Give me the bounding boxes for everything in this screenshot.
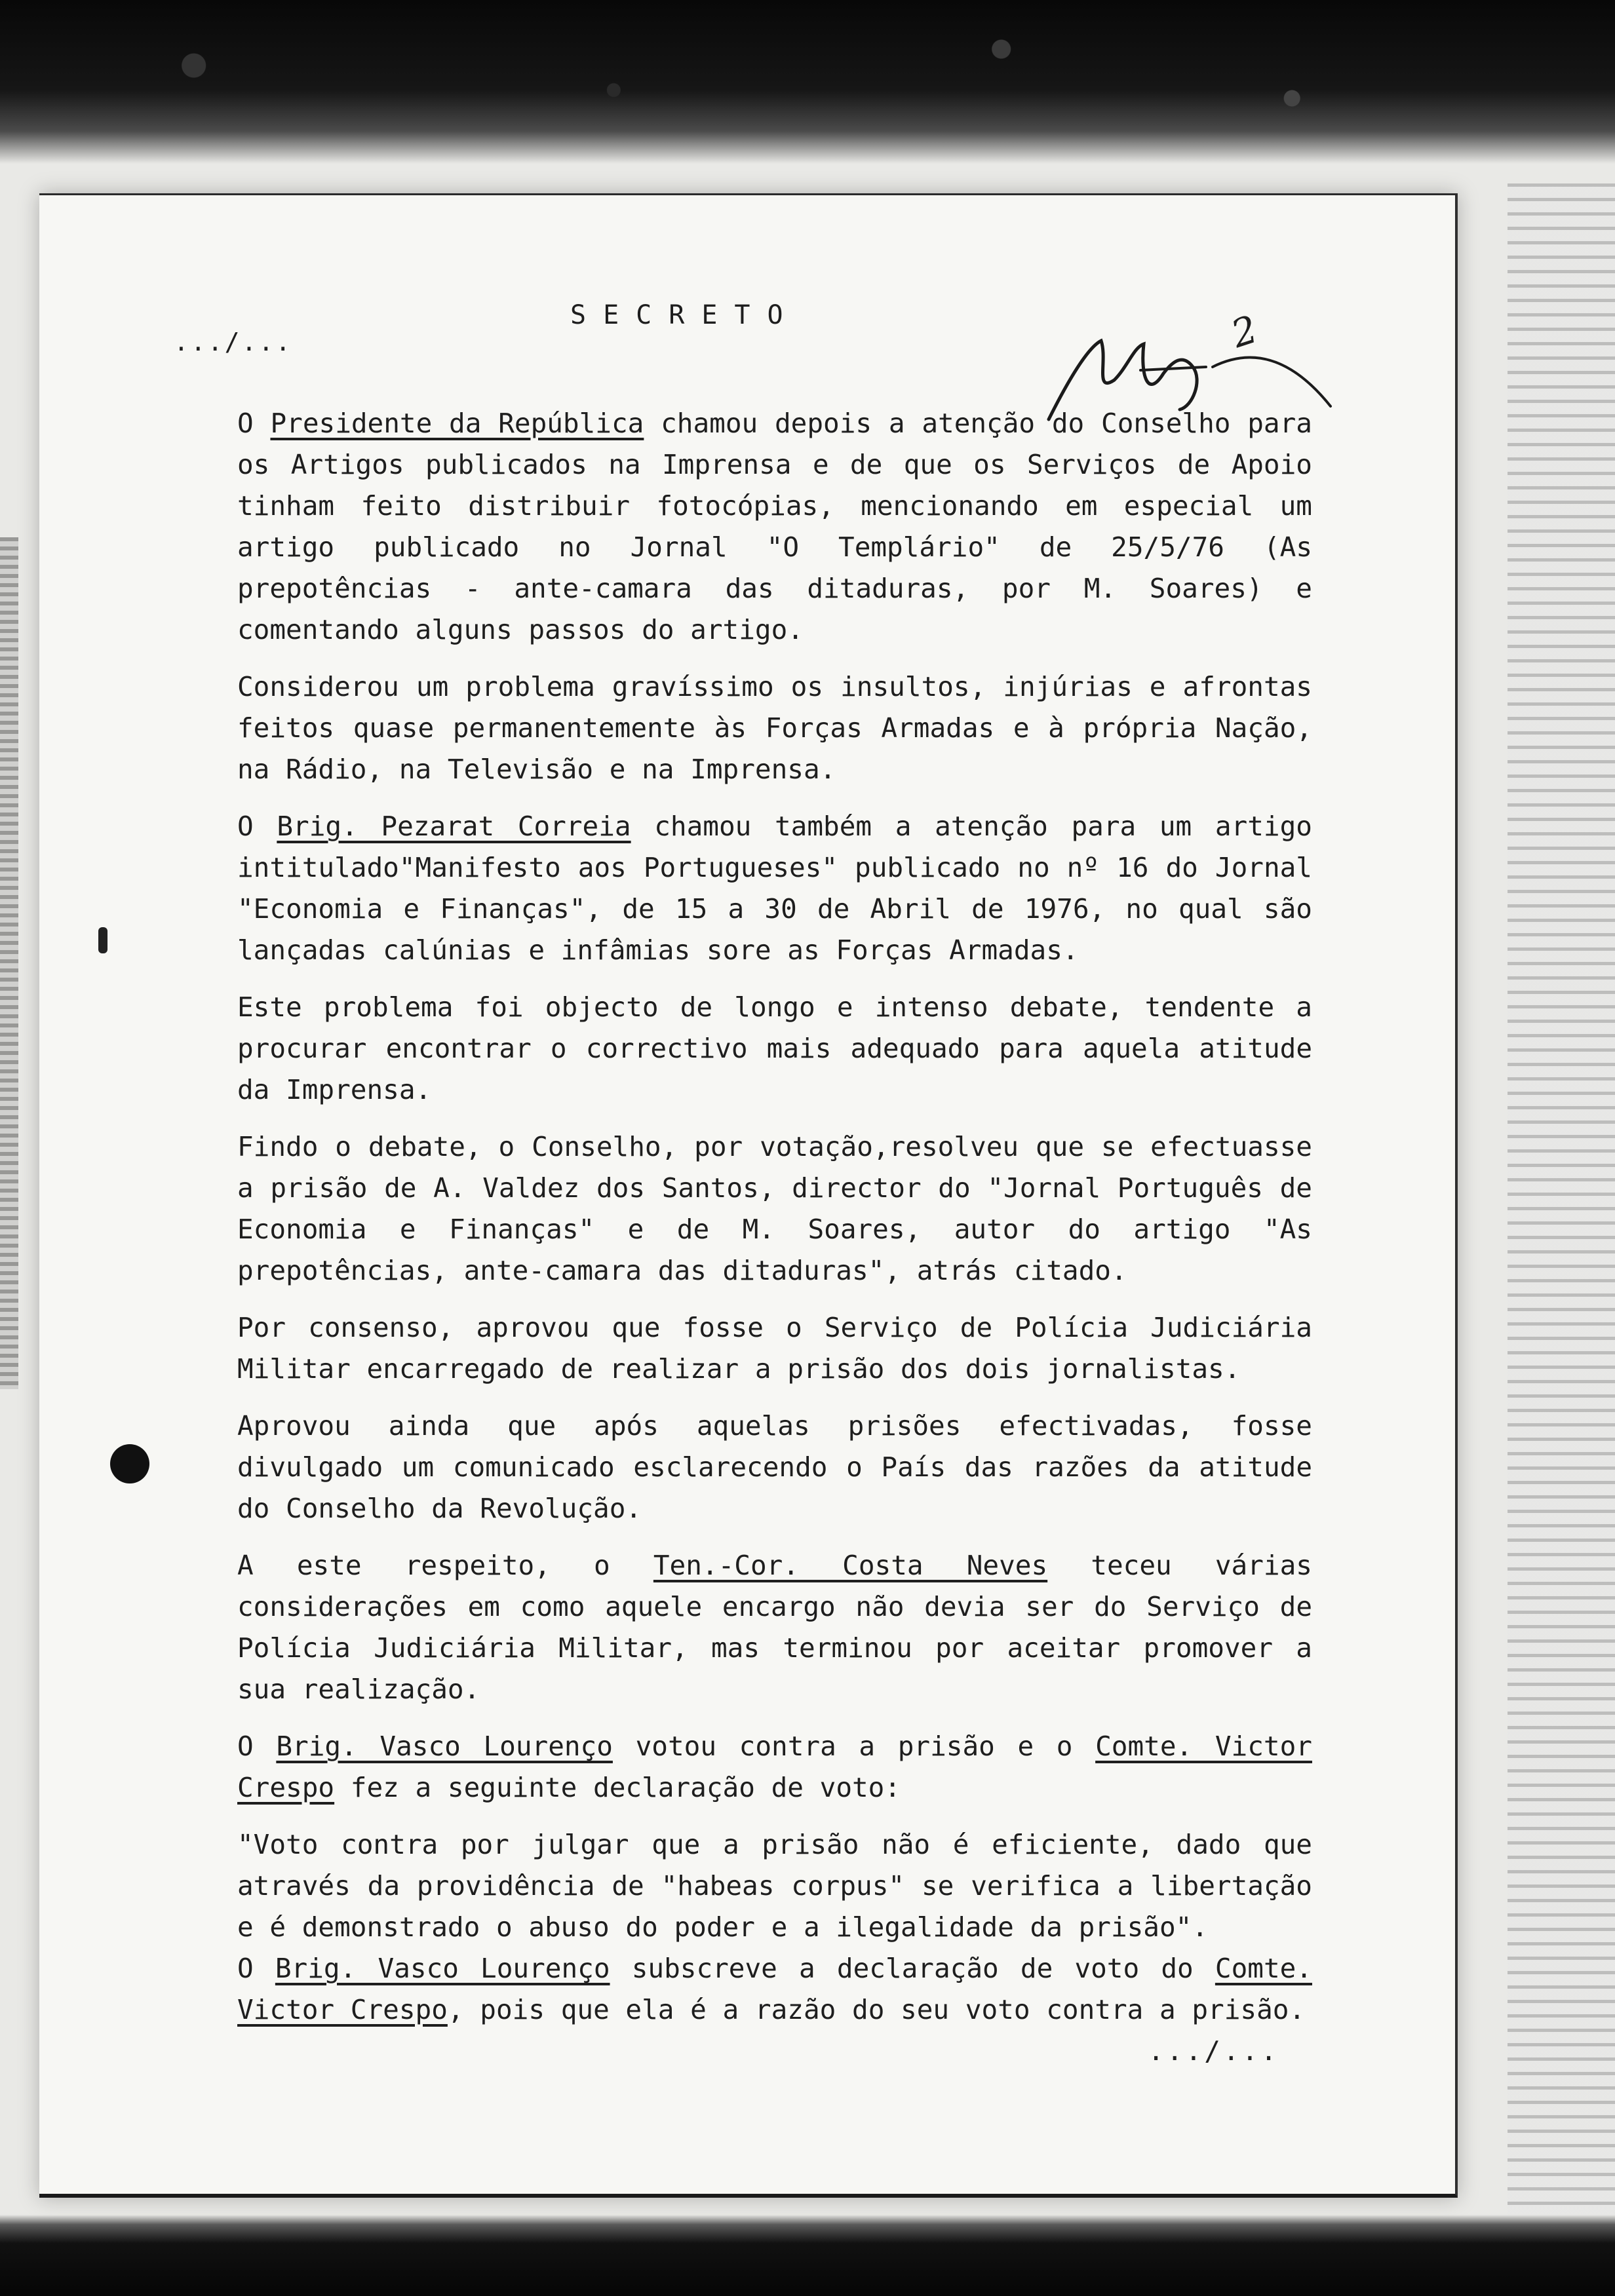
footer-continuation-ref: .../...	[1148, 2035, 1279, 2067]
header-continuation-ref: .../...	[174, 328, 293, 356]
person-name: Comte. Victor Crespo	[237, 1731, 1312, 1803]
paragraph: Aprovou ainda que após aquelas prisões efectivadas, fosse divulgado um comunicado esclarecendo o País das razões da atitude do Conselho da Revolução.	[237, 1410, 1312, 1524]
page-number: 2	[1226, 306, 1263, 357]
paragraph: Considerou um problema gravíssimo os insultos, injúrias e afrontas feitos quase permanentemente às Forças Armadas e à própria Nação, na Rádio, na Televisão e na Imprensa.	[237, 671, 1312, 785]
paragraph-quote: "Voto contra por julgar que a prisão não é eficiente, dado que através da providência de "habeas corpus" se verifica a libertação e é demonstrado o abuso do poder e a ilegalidade da prisão".	[237, 1829, 1312, 1943]
paragraph: Findo o debate, o Conselho, por votação,resolveu que se efectuasse a prisão de A. Valdez dos Santos, director do "Jornal Português de Economia e Finanças" e de M. Soares, autor do artigo "As prepotências, ante-camara das ditaduras", atrás citado.	[237, 1131, 1312, 1286]
person-name: Comte. Victor Crespo	[237, 1953, 1312, 2025]
paragraph: O Presidente da República chamou depois a atenção do Conselho para os Artigos publicados na Imprensa e de que os Serviços de Apoio tinham feito distribuir fotocópias, mencionando em especial um artigo publicado no Jornal "O Templário" de 25/5/76 (As prepotências - ante-camara das ditaduras, por M. Soares) e comentando alguns passos do artigo.	[237, 408, 1312, 645]
person-name: Brig. Vasco Lourenço	[276, 1731, 613, 1762]
scan-border-bottom	[0, 2215, 1615, 2296]
paragraph: A este respeito, o Ten.-Cor. Costa Neves teceu várias considerações em como aquele encargo não devia ser do Serviço de Polícia Judiciária Militar, mas terminou por aceitar promover a sua realização.	[237, 1550, 1312, 1705]
margin-mark	[98, 927, 107, 953]
person-name: Ten.-Cor. Costa Neves	[653, 1550, 1048, 1581]
person-name: Presidente da República	[270, 408, 644, 439]
paragraph: O Brig. Vasco Lourenço subscreve a declaração de voto do Comte. Victor Crespo, pois que ela é a razão do seu voto contra a prisão. .../...	[237, 1948, 1312, 2031]
document-body	[237, 403, 1312, 2072]
scan-border-right	[1508, 183, 1615, 2215]
scan-border-left	[0, 537, 18, 1389]
paragraph: Este problema foi objecto de longo e intenso debate, tendente a procurar encontrar o correctivo mais adequado para aquela atitude da Imprensa.	[237, 991, 1312, 1105]
scan-border-top	[0, 0, 1615, 164]
person-name: Brig. Pezarat Correia	[277, 811, 631, 842]
person-name: Brig. Vasco Lourenço	[275, 1953, 610, 1984]
paragraph: O Brig. Pezarat Correia chamou também a atenção para um artigo intitulado"Manifesto aos Portugueses" publicado no nº 16 do Jornal "Economia e Finanças", de 15 a 30 de Abril de 1976, no qual são lançadas calúnias e infâmias sore as Forças Armadas.	[237, 811, 1312, 966]
punch-hole	[110, 1444, 149, 1483]
paragraph: Por consenso, aprovou que fosse o Serviço de Polícia Judiciária Militar encarregado de realizar a prisão dos dois jornalistas.	[237, 1312, 1312, 1385]
paragraph: O Brig. Vasco Lourenço votou contra a prisão e o Comte. Victor Crespo fez a seguinte declaração de voto:	[237, 1731, 1312, 1803]
classification-label: SECRETO	[570, 300, 800, 330]
